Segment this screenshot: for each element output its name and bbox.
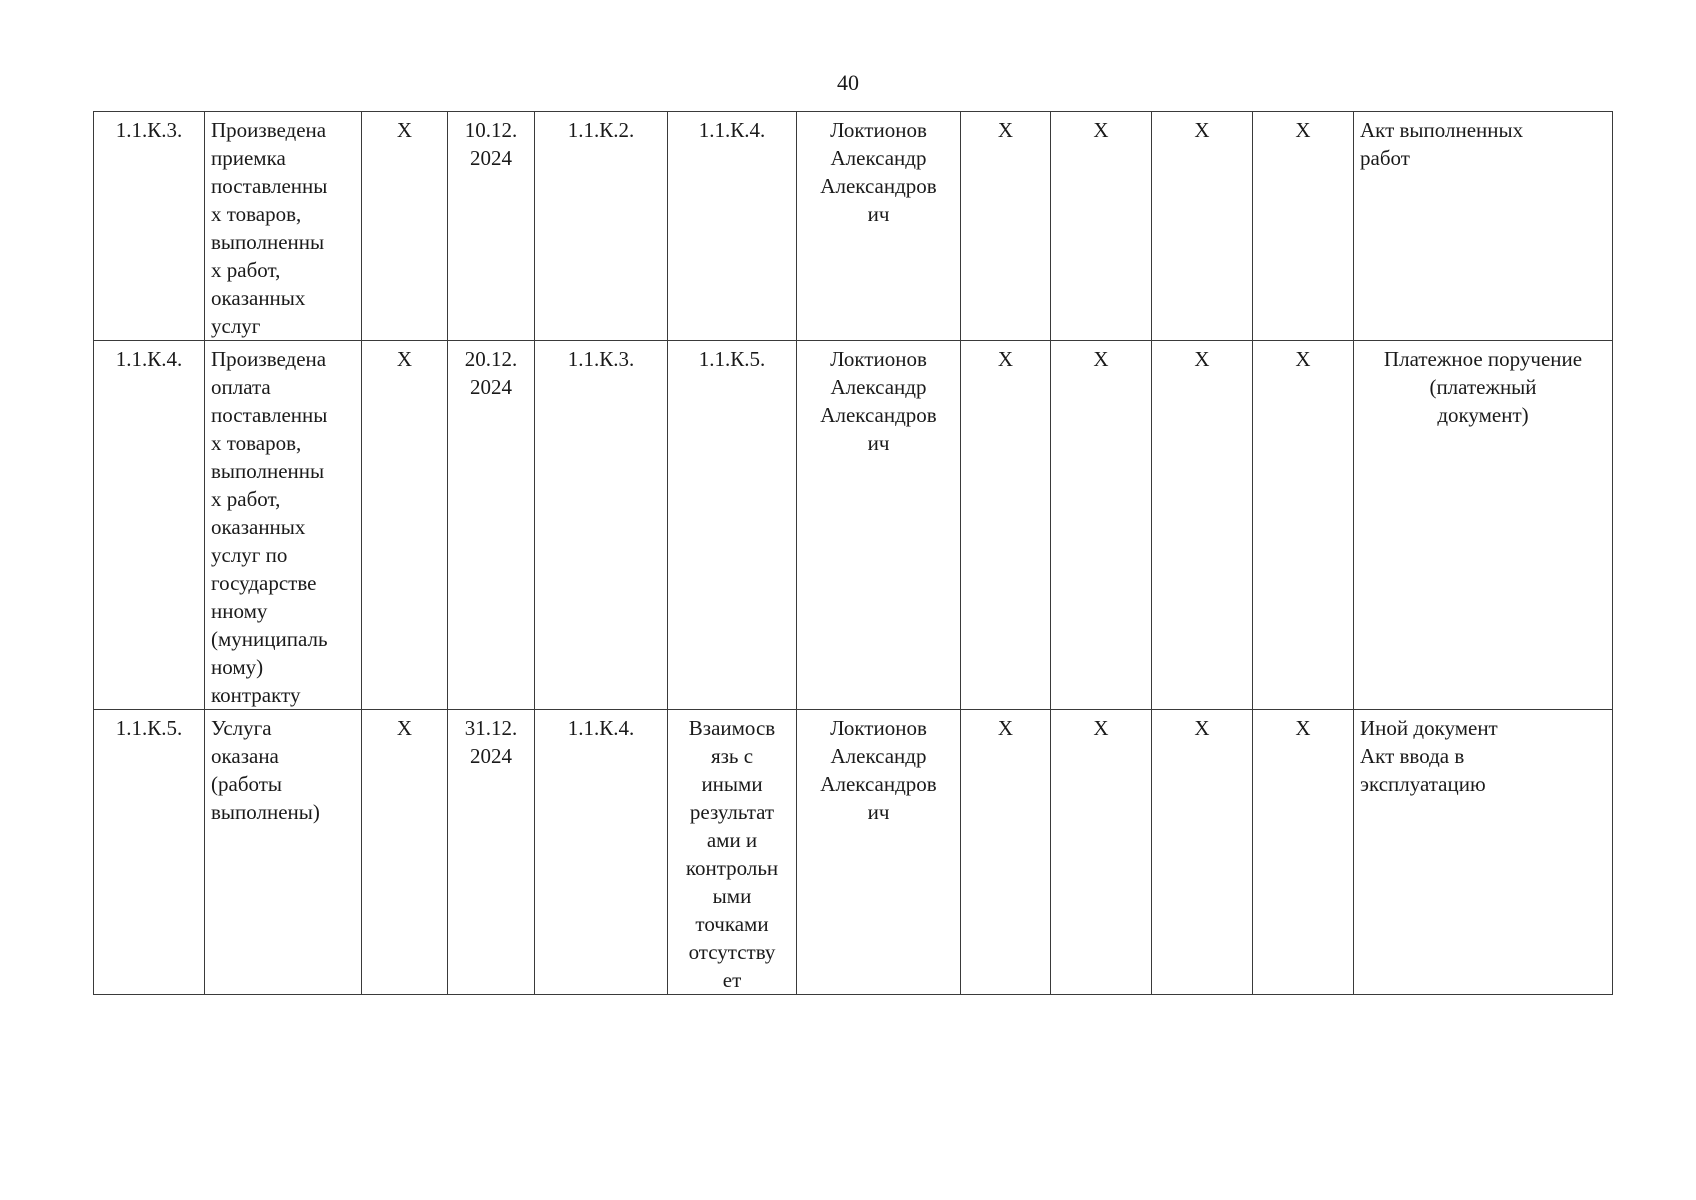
- successor-cell-line: ами и: [706, 828, 758, 852]
- date-cell-line: 31.12.: [464, 716, 518, 740]
- x-cell: X: [1253, 710, 1354, 995]
- responsible-cell-line: Александр: [830, 375, 927, 399]
- document-cell-line: документ): [1437, 403, 1529, 427]
- code-cell: 1.1.К.4.: [94, 341, 205, 710]
- event-cell-line: выполненны: [211, 459, 325, 483]
- event-cell-line: нному: [211, 599, 268, 623]
- event-cell-line: оказанных: [211, 515, 306, 539]
- event-cell-line: услуг: [211, 314, 261, 338]
- successor-cell-line: 1.1.К.5.: [698, 347, 766, 371]
- successor-cell-line: отсутству: [688, 940, 776, 964]
- event-cell-line: государстве: [211, 571, 317, 595]
- event-cell: [205, 112, 362, 341]
- x-cell: X: [1051, 710, 1152, 995]
- document-cell-line: работ: [1360, 146, 1410, 170]
- x-cell: X: [1152, 710, 1253, 995]
- table-row: [94, 112, 1613, 341]
- page-number: 40: [837, 70, 859, 95]
- responsible-cell-line: Александр: [830, 146, 927, 170]
- event-cell-line: контракту: [211, 683, 301, 707]
- document-cell-line: Акт ввода в: [1360, 744, 1465, 768]
- predecessor-cell: 1.1.К.2.: [535, 112, 668, 341]
- event-cell-line: выполненны: [211, 230, 325, 254]
- code-cell: 1.1.К.5.: [94, 710, 205, 995]
- x-cell: X: [1152, 341, 1253, 710]
- successor-cell-line: Взаимосв: [688, 716, 776, 740]
- document-cell-line: Платежное поручение: [1383, 347, 1583, 371]
- x-cell: X: [1253, 341, 1354, 710]
- responsible-cell-line: Локтионов: [830, 347, 927, 371]
- table-row: [94, 341, 1613, 710]
- responsible-cell: [797, 710, 961, 995]
- responsible-cell-line: Александров: [820, 403, 937, 427]
- successor-cell-line: иными: [701, 772, 763, 796]
- responsible-cell-line: ич: [867, 202, 890, 226]
- date-cell: [448, 112, 535, 341]
- document-cell: [1354, 341, 1613, 710]
- successor-cell: [668, 112, 797, 341]
- date-cell-line: 20.12.: [464, 347, 518, 371]
- document-cell-line: Акт выполненных: [1360, 118, 1524, 142]
- predecessor-cell: 1.1.К.4.: [535, 710, 668, 995]
- document-cell-line: Иной документ: [1360, 716, 1498, 740]
- responsible-cell-line: Александров: [820, 174, 937, 198]
- responsible-cell-line: Александров: [820, 772, 937, 796]
- successor-cell-line: результат: [689, 800, 775, 824]
- successor-cell-line: 1.1.К.4.: [698, 118, 766, 142]
- event-cell-line: поставленны: [211, 174, 328, 198]
- x-cell: X: [1051, 112, 1152, 341]
- x-cell: X: [1051, 341, 1152, 710]
- successor-cell-line: ет: [722, 968, 742, 992]
- event-cell-line: услуг по: [211, 543, 288, 567]
- event-cell-line: х работ,: [211, 258, 281, 282]
- event-cell-line: х товаров,: [211, 202, 302, 226]
- document-cell-line: (платежный: [1429, 375, 1537, 399]
- event-cell-line: выполнены): [211, 800, 320, 824]
- event-cell-line: поставленны: [211, 403, 328, 427]
- document-cell: [1354, 112, 1613, 341]
- document-cell-line: эксплуатацию: [1360, 772, 1486, 796]
- responsible-cell-line: Локтионов: [830, 118, 927, 142]
- x-cell: X: [961, 710, 1051, 995]
- event-cell-line: Произведена: [211, 118, 327, 142]
- x-cell: X: [961, 112, 1051, 341]
- responsible-cell: [797, 341, 961, 710]
- date-cell-line: 10.12.: [464, 118, 518, 142]
- x-cell: X: [1253, 112, 1354, 341]
- document-cell: [1354, 710, 1613, 995]
- table-row: [94, 710, 1613, 995]
- mark-cell: X: [362, 710, 448, 995]
- responsible-cell-line: ич: [867, 800, 890, 824]
- event-cell-line: оказанных: [211, 286, 306, 310]
- control-points-table: [93, 111, 1613, 995]
- x-cell: X: [961, 341, 1051, 710]
- date-cell-line: 2024: [470, 146, 512, 170]
- event-cell-line: Произведена: [211, 347, 327, 371]
- mark-cell: X: [362, 341, 448, 710]
- successor-cell-line: язь с: [710, 744, 754, 768]
- successor-cell-line: ыми: [712, 884, 752, 908]
- responsible-cell-line: ич: [867, 431, 890, 455]
- x-cell: X: [1152, 112, 1253, 341]
- event-cell: [205, 710, 362, 995]
- event-cell-line: ному): [211, 655, 264, 679]
- event-cell-line: Услуга: [211, 716, 272, 740]
- event-cell-line: х работ,: [211, 487, 281, 511]
- event-cell-line: (работы: [211, 772, 283, 796]
- date-cell-line: 2024: [470, 375, 512, 399]
- predecessor-cell: 1.1.К.3.: [535, 341, 668, 710]
- event-cell-line: приемка: [211, 146, 286, 170]
- date-cell: [448, 341, 535, 710]
- successor-cell: [668, 710, 797, 995]
- event-cell-line: х товаров,: [211, 431, 302, 455]
- successor-cell-line: контрольн: [685, 856, 779, 880]
- successor-cell-line: точками: [695, 912, 769, 936]
- responsible-cell: [797, 112, 961, 341]
- event-cell-line: (муниципаль: [211, 627, 328, 651]
- code-cell: 1.1.К.3.: [94, 112, 205, 341]
- event-cell-line: оказана: [211, 744, 279, 768]
- date-cell-line: 2024: [470, 744, 512, 768]
- responsible-cell-line: Локтионов: [830, 716, 927, 740]
- date-cell: [448, 710, 535, 995]
- event-cell-line: оплата: [211, 375, 271, 399]
- responsible-cell-line: Александр: [830, 744, 927, 768]
- successor-cell: [668, 341, 797, 710]
- event-cell: [205, 341, 362, 710]
- mark-cell: X: [362, 112, 448, 341]
